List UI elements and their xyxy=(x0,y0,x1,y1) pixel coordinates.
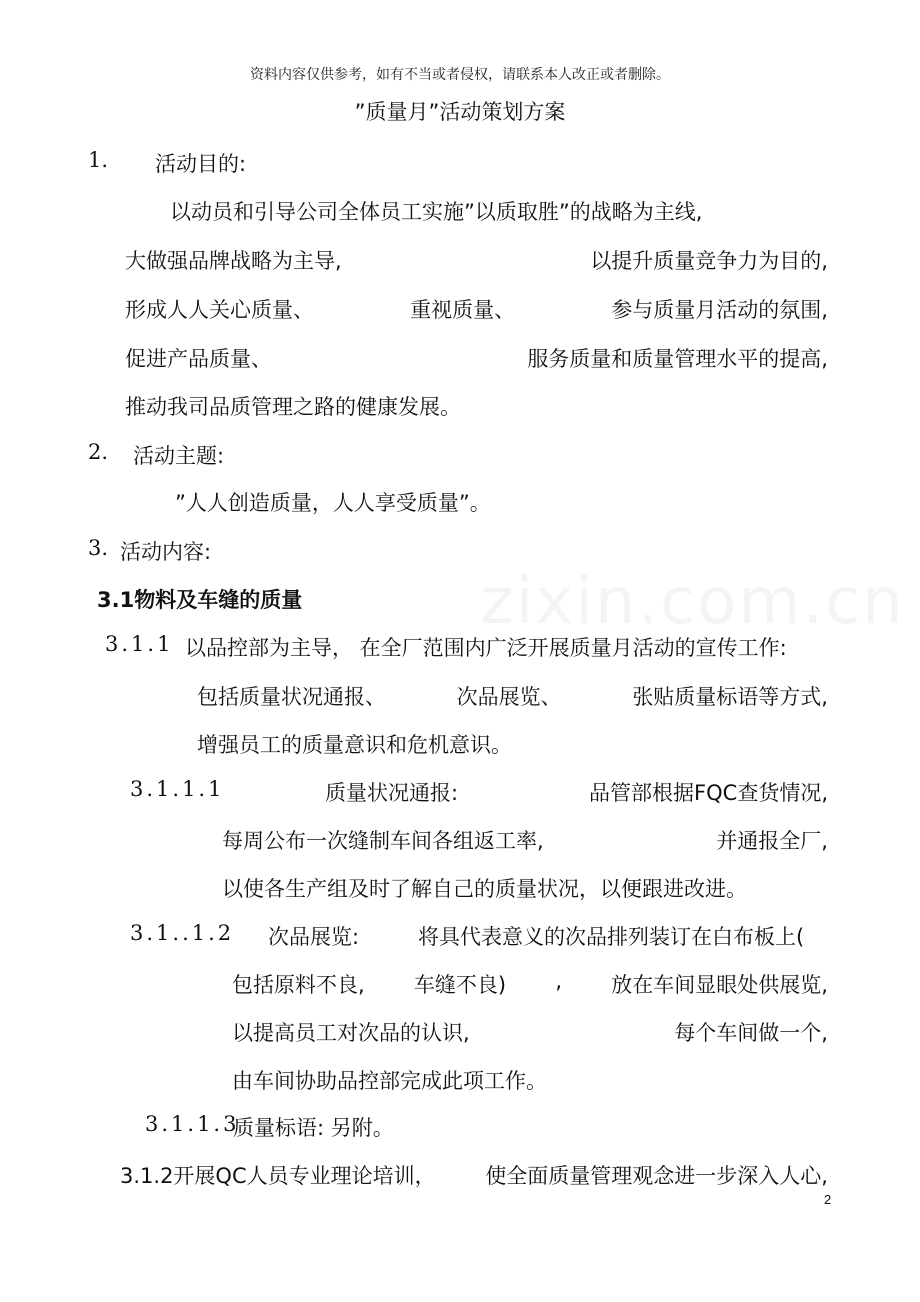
text-segment: 包括质量状况通报、 xyxy=(197,685,386,709)
text-segment: 每周公布一次缝制车间各组返工率, xyxy=(222,829,544,853)
item-3-1-1-2-number: 3.1..1.2 xyxy=(130,921,235,945)
item-3-1-1-2-line-3 xyxy=(232,1017,828,1047)
text-segment: 3.1.2开展QC人员专业理论培训， xyxy=(120,1164,436,1188)
section-3-heading: 活动内容: xyxy=(120,540,212,564)
subsection-3-1-heading: 3.1物料及车缝的质量 xyxy=(97,588,303,612)
text-segment: 放在车间显眼处供展览, xyxy=(611,973,828,997)
section-1-line-2 xyxy=(125,245,828,275)
text-segment: 服务质量和质量管理水平的提高, xyxy=(527,347,828,371)
text-segment: 车缝不良) xyxy=(413,973,507,997)
subsection-3-1-1-line-1: 以品控部为主导， 在全厂范围内广泛开展质量月活动的宣传工作: xyxy=(185,636,787,660)
section-1-line-3 xyxy=(125,294,828,324)
text-segment: 品管部根据FQC查货情况, xyxy=(589,781,828,805)
text-segment: 参与质量月活动的氛围, xyxy=(611,298,828,322)
item-3-1-1-2-line-4: 由车间协助品控部完成此项工作。 xyxy=(232,1069,547,1093)
section-1-line-1: 以动员和引导公司全体员工实施”以质取胜”的战略为主线, xyxy=(170,200,703,224)
text-segment: 每个车间做一个, xyxy=(674,1021,828,1045)
text-segment: 并通报全厂, xyxy=(716,829,828,853)
section-2-heading: 活动主题: xyxy=(133,444,225,468)
section-1-line-5: 推动我司品质管理之路的健康发展。 xyxy=(125,395,461,419)
page-number: 2 xyxy=(824,1192,832,1207)
item-3-1-1-3-text: 质量标语: 另附。 xyxy=(233,1116,394,1140)
subsection-3-1-1-number: 3.1.1 xyxy=(105,632,174,656)
text-segment: 重视质量、 xyxy=(410,298,516,322)
text-segment: 大做强品牌战略为主导, xyxy=(125,249,342,273)
text-segment: 次品展览、 xyxy=(456,685,562,709)
watermark xyxy=(480,565,905,639)
item-3-1-1-2-line-2 xyxy=(232,969,828,999)
section-1-line-4 xyxy=(125,343,828,373)
item-3-1-1-1-number: 3.1.1.1 xyxy=(130,777,225,801)
section-3-number: 3. xyxy=(88,536,109,560)
text-segment: 张贴质量标语等方式, xyxy=(632,685,828,709)
text-segment: , xyxy=(555,969,563,993)
text-segment: 以提高员工对次品的认识, xyxy=(232,1021,470,1045)
disclaimer-notice: 资料内容仅供参考，如有不当或者侵权，请联系本人改正或者删除。 xyxy=(250,67,670,83)
section-2-number: 2. xyxy=(88,440,109,464)
item-3-1-1-2-line-1: 将具代表意义的次品排列装订在白布板上( xyxy=(418,925,805,949)
document-title: ”质量月”活动策划方案 xyxy=(354,100,566,124)
item-3-1-1-2-label: 次品展览: xyxy=(268,925,360,949)
item-3-1-1-3-number: 3.1.1.3 xyxy=(145,1112,240,1136)
section-1-heading: 活动目的: xyxy=(155,152,247,176)
text-segment: 使全面质量管理观念进一步深入人心, xyxy=(485,1164,828,1188)
activity-theme: ”人人创造质量，人人享受质量”。 xyxy=(175,491,491,515)
text-segment: 以提升质量竞争力为目的, xyxy=(590,249,828,273)
subsection-3-1-1-line-3: 增强员工的质量意识和危机意识。 xyxy=(197,733,512,757)
item-3-1-1-1-line-2 xyxy=(222,825,828,855)
text-segment: 促进产品质量、 xyxy=(125,347,272,371)
item-3-1-1-1-line-1 xyxy=(325,777,828,807)
text-segment: 质量状况通报: xyxy=(325,781,459,805)
subsection-3-1-1-line-2 xyxy=(197,681,828,711)
text-segment: 包括原料不良, xyxy=(232,973,365,997)
item-3-1-1-1-line-3: 以使各生产组及时了解自己的质量状况，以便跟进改进。 xyxy=(222,877,747,901)
subsection-3-1-2-line xyxy=(120,1160,828,1190)
section-1-number: 1. xyxy=(88,148,109,172)
text-segment: 形成人人关心质量、 xyxy=(125,298,314,322)
